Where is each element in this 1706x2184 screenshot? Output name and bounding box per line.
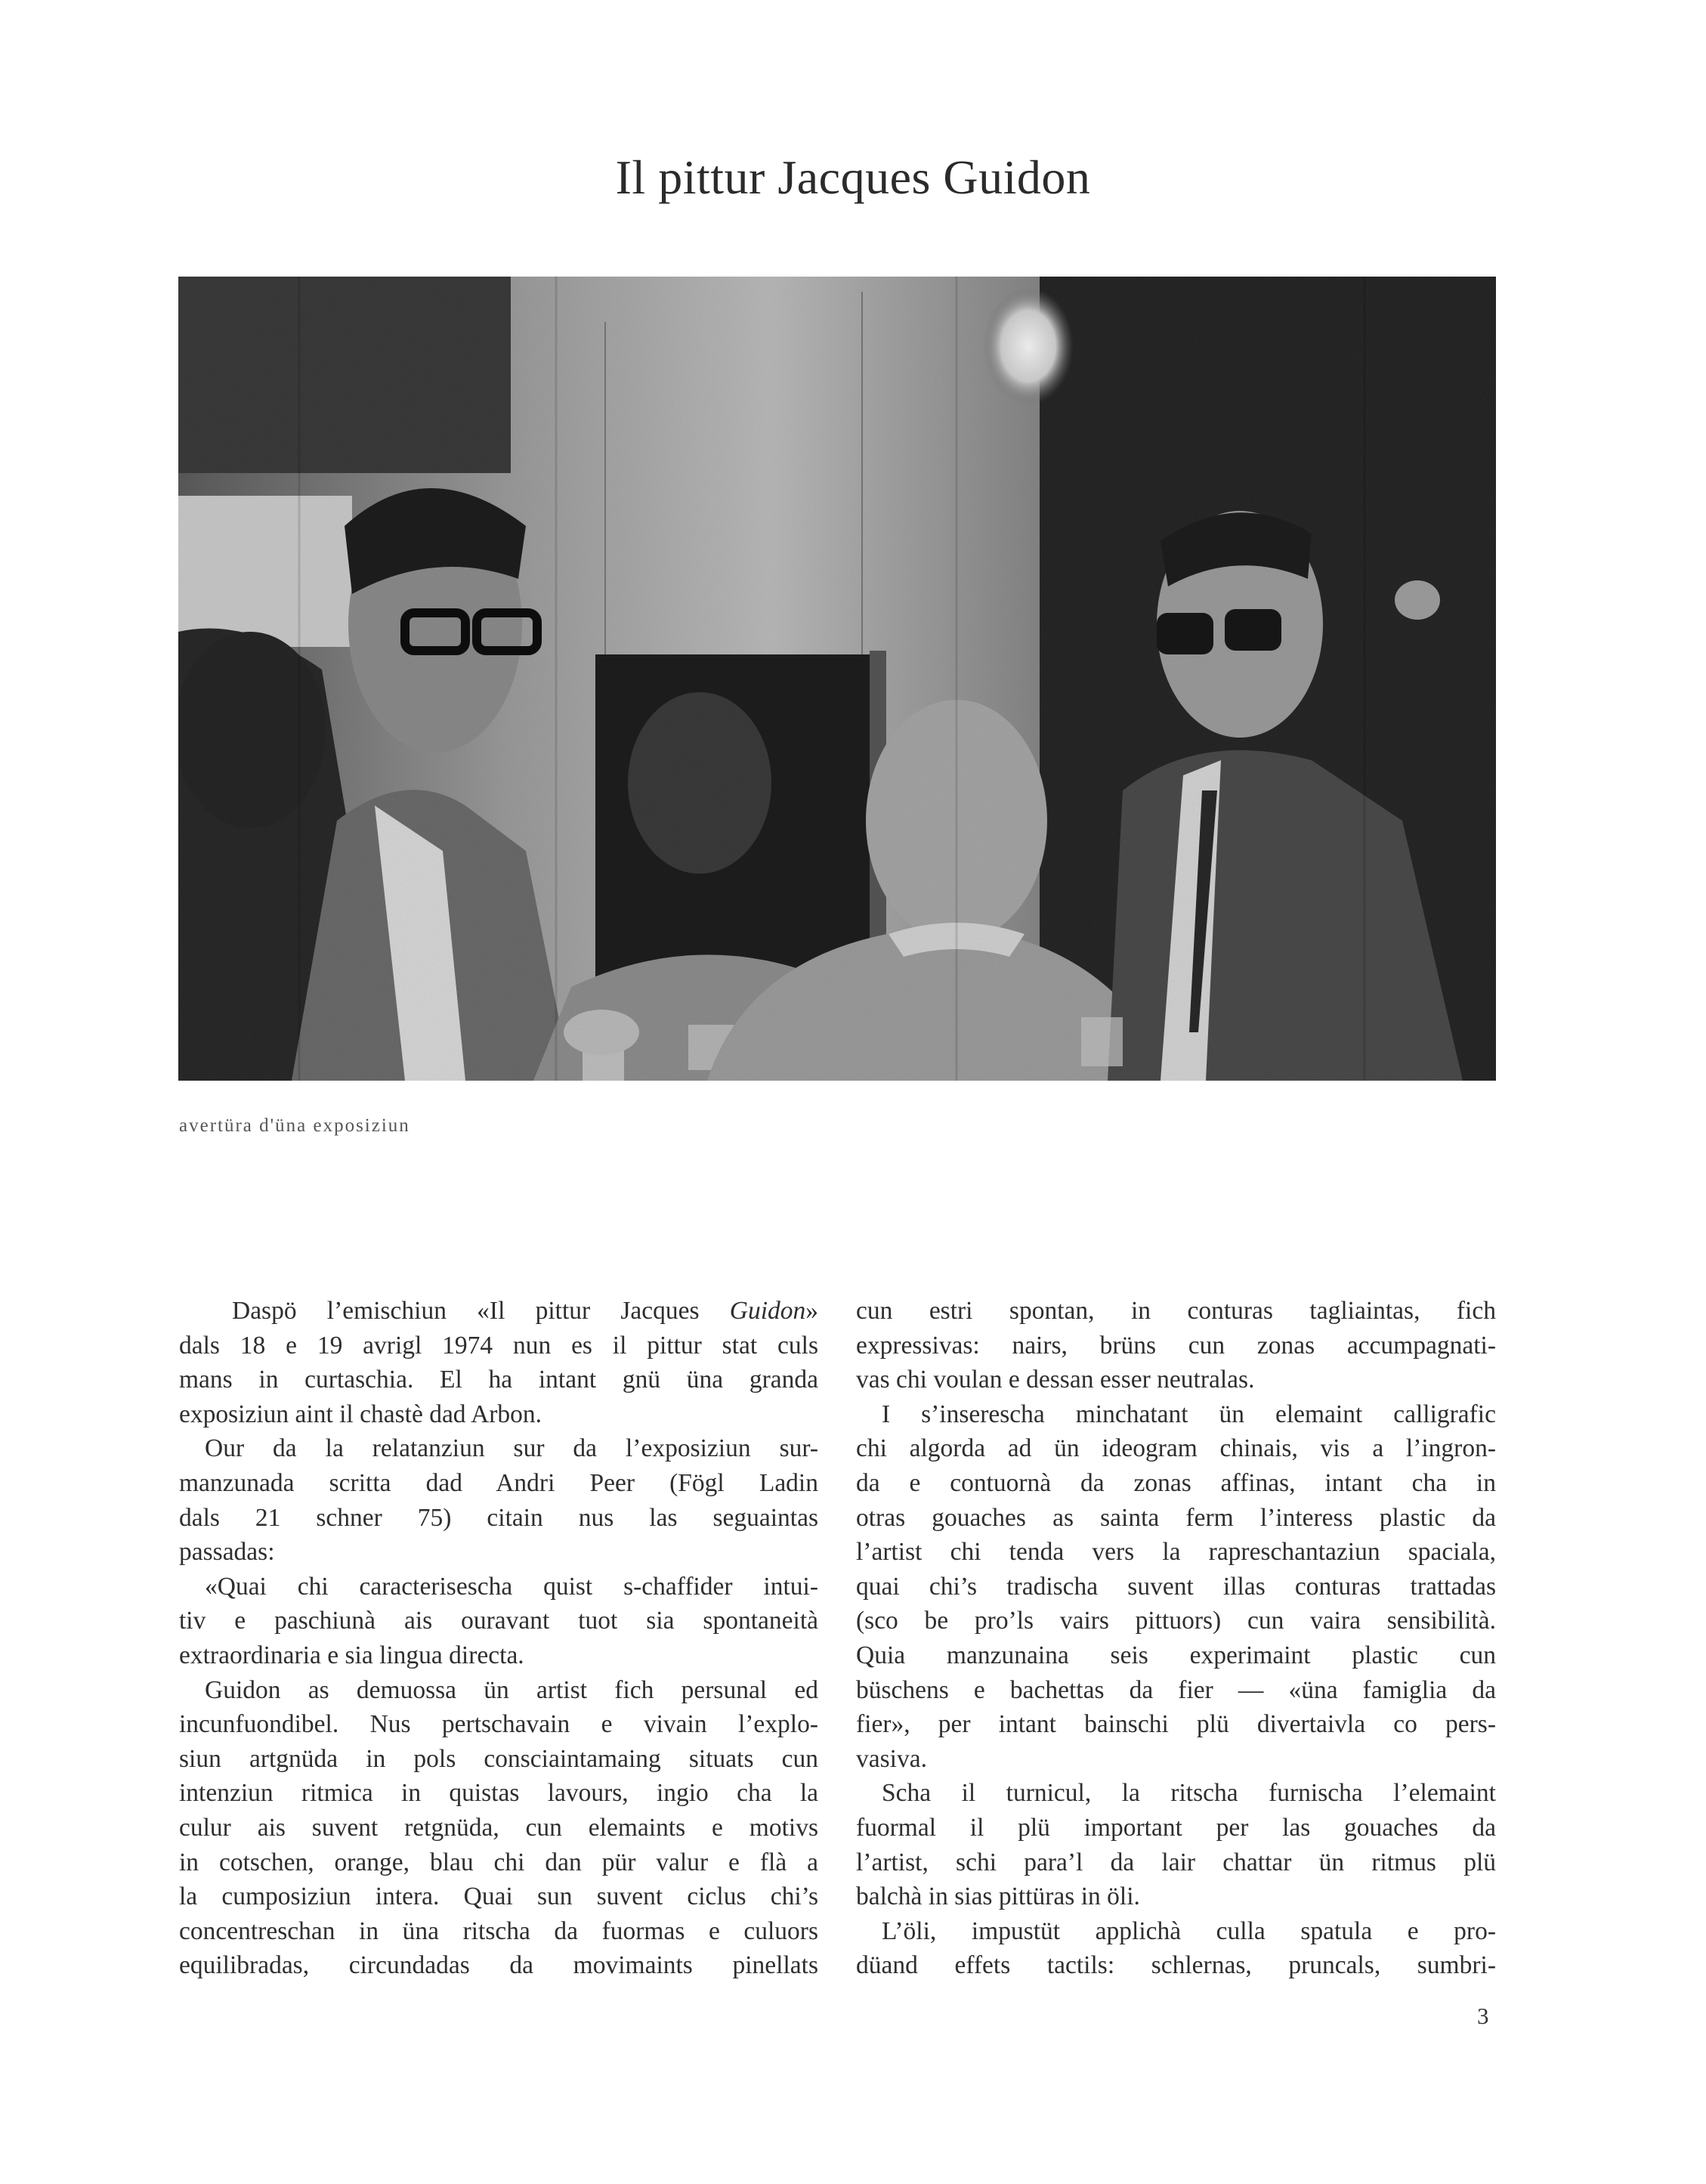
exhibition-photo [178,277,1496,1081]
page-number: 3 [1477,2003,1489,2029]
text-line: Daspö l’emischiun «Il pittur Jacques Guidon» [232,1297,818,1325]
text-line: fier», per intant bainschi plü divertaivla co pers- [856,1710,1496,1739]
text-line: concentreschan in üna ritscha da fuormas e culuors [179,1916,818,1945]
text-line: L’öli, impustüt applichà culla spatula e pro- [882,1916,1496,1945]
wine-glass [1081,1017,1123,1066]
photo-caption: avertüra d'üna exposiziun [179,1115,410,1136]
text-column-left [179,1294,818,1983]
exhibition-photo-image [178,277,1496,1081]
text-line: vas chi voulan e dessan esser neutralas. [856,1366,1255,1394]
italic-name: Guidon [729,1297,806,1325]
text-line: exposiziun aint il chastè dad Arbon. [179,1400,542,1428]
text-line: passadas: [179,1538,275,1567]
text-column-right [856,1294,1496,1983]
text-line: büschens e bachettas da fier — «üna famiglia da [856,1675,1496,1704]
text-line: tiv e paschiunà ais ouravant tuot sia spontaneità [179,1607,818,1635]
text-line: Scha il turnicul, la ritscha furnischa l’elemaint [882,1779,1496,1808]
text-line: cun estri spontan, in conturas tagliaintas, fich [856,1297,1496,1325]
woman-middle-head [628,692,771,874]
text-line: mans in curtaschia. El ha intant gnü üna granda [179,1366,818,1394]
text-line: balchà in sias pittüras in öli. [856,1882,1140,1911]
text-line: fuormal il plü important per las gouaches da [856,1813,1496,1842]
text-line: dals 21 schner 75) citain nus las seguaintas [179,1503,818,1532]
text-line: chi algorda ad ün ideogram chinais, vis a l’ingron- [856,1434,1496,1463]
text-line: l’artist, schi para’l da lair chattar ün ritmus plü [856,1848,1496,1876]
text-line: incunfuondibel. Nus pertschavain e vivain l’explo- [179,1710,818,1739]
text-line: Our da la relatanziun sur da l’exposiziun sur- [205,1434,818,1463]
text-line: vasiva. [856,1744,927,1773]
lamp [983,287,1074,405]
text-line: culur ais suvent retgnüda, cun elemaints e motivs [179,1813,818,1842]
page-title: Il pittur Jacques Guidon [615,150,1091,204]
text-line: da e contuornà da zonas affinas, intant cha in [856,1468,1496,1497]
text-line: «Quai chi caracterisescha quist s-chaffider intui- [205,1572,818,1601]
text-line: equilibradas, circundadas da movimaints pinellats [179,1951,818,1980]
text-line: extraordinaria e sia lingua directa. [179,1641,524,1669]
text-line: quai chi’s tradischa suvent illas conturas trattadas [856,1572,1496,1601]
text-line: (sco be pro’ls vairs pittuors) cun vaira sensibilità. [856,1607,1496,1635]
text-line: I s’inserescha minchatant ün elemaint calligrafic [882,1400,1496,1428]
text-line: Guidon as demuossa ün artist fich persunal ed [205,1675,818,1704]
text-line: manzunada scritta dad Andri Peer (Fögl Ladin [179,1468,818,1497]
text-line: in cotschen, orange, blau chi dan pür valur e flà a [179,1848,818,1876]
text-line: Quia manzunaina seis experimaint plastic cun [856,1641,1496,1669]
text-line: siun artgnüda in pols consciaintamaing situats cun [179,1744,818,1773]
text-line: otras gouaches as sainta ferm l’interess plastic da [856,1503,1496,1532]
text-line: expressivas: nairs, brüns cun zonas accumpagnati- [856,1331,1496,1360]
text-line: dals 18 e 19 avrigl 1974 nun es il pittur stat culs [179,1331,818,1360]
text-line: la cumposiziun intera. Quai sun suvent ciclus chi’s [179,1882,818,1911]
text-line: intenziun ritmica in quistas lavours, ingio cha la [179,1779,818,1808]
text-line: düand effets tactils: schlernas, pruncals, sumbri- [856,1951,1496,1980]
text-line: l’artist chi tenda vers la rapreschantaziun spaciala, [856,1538,1496,1567]
